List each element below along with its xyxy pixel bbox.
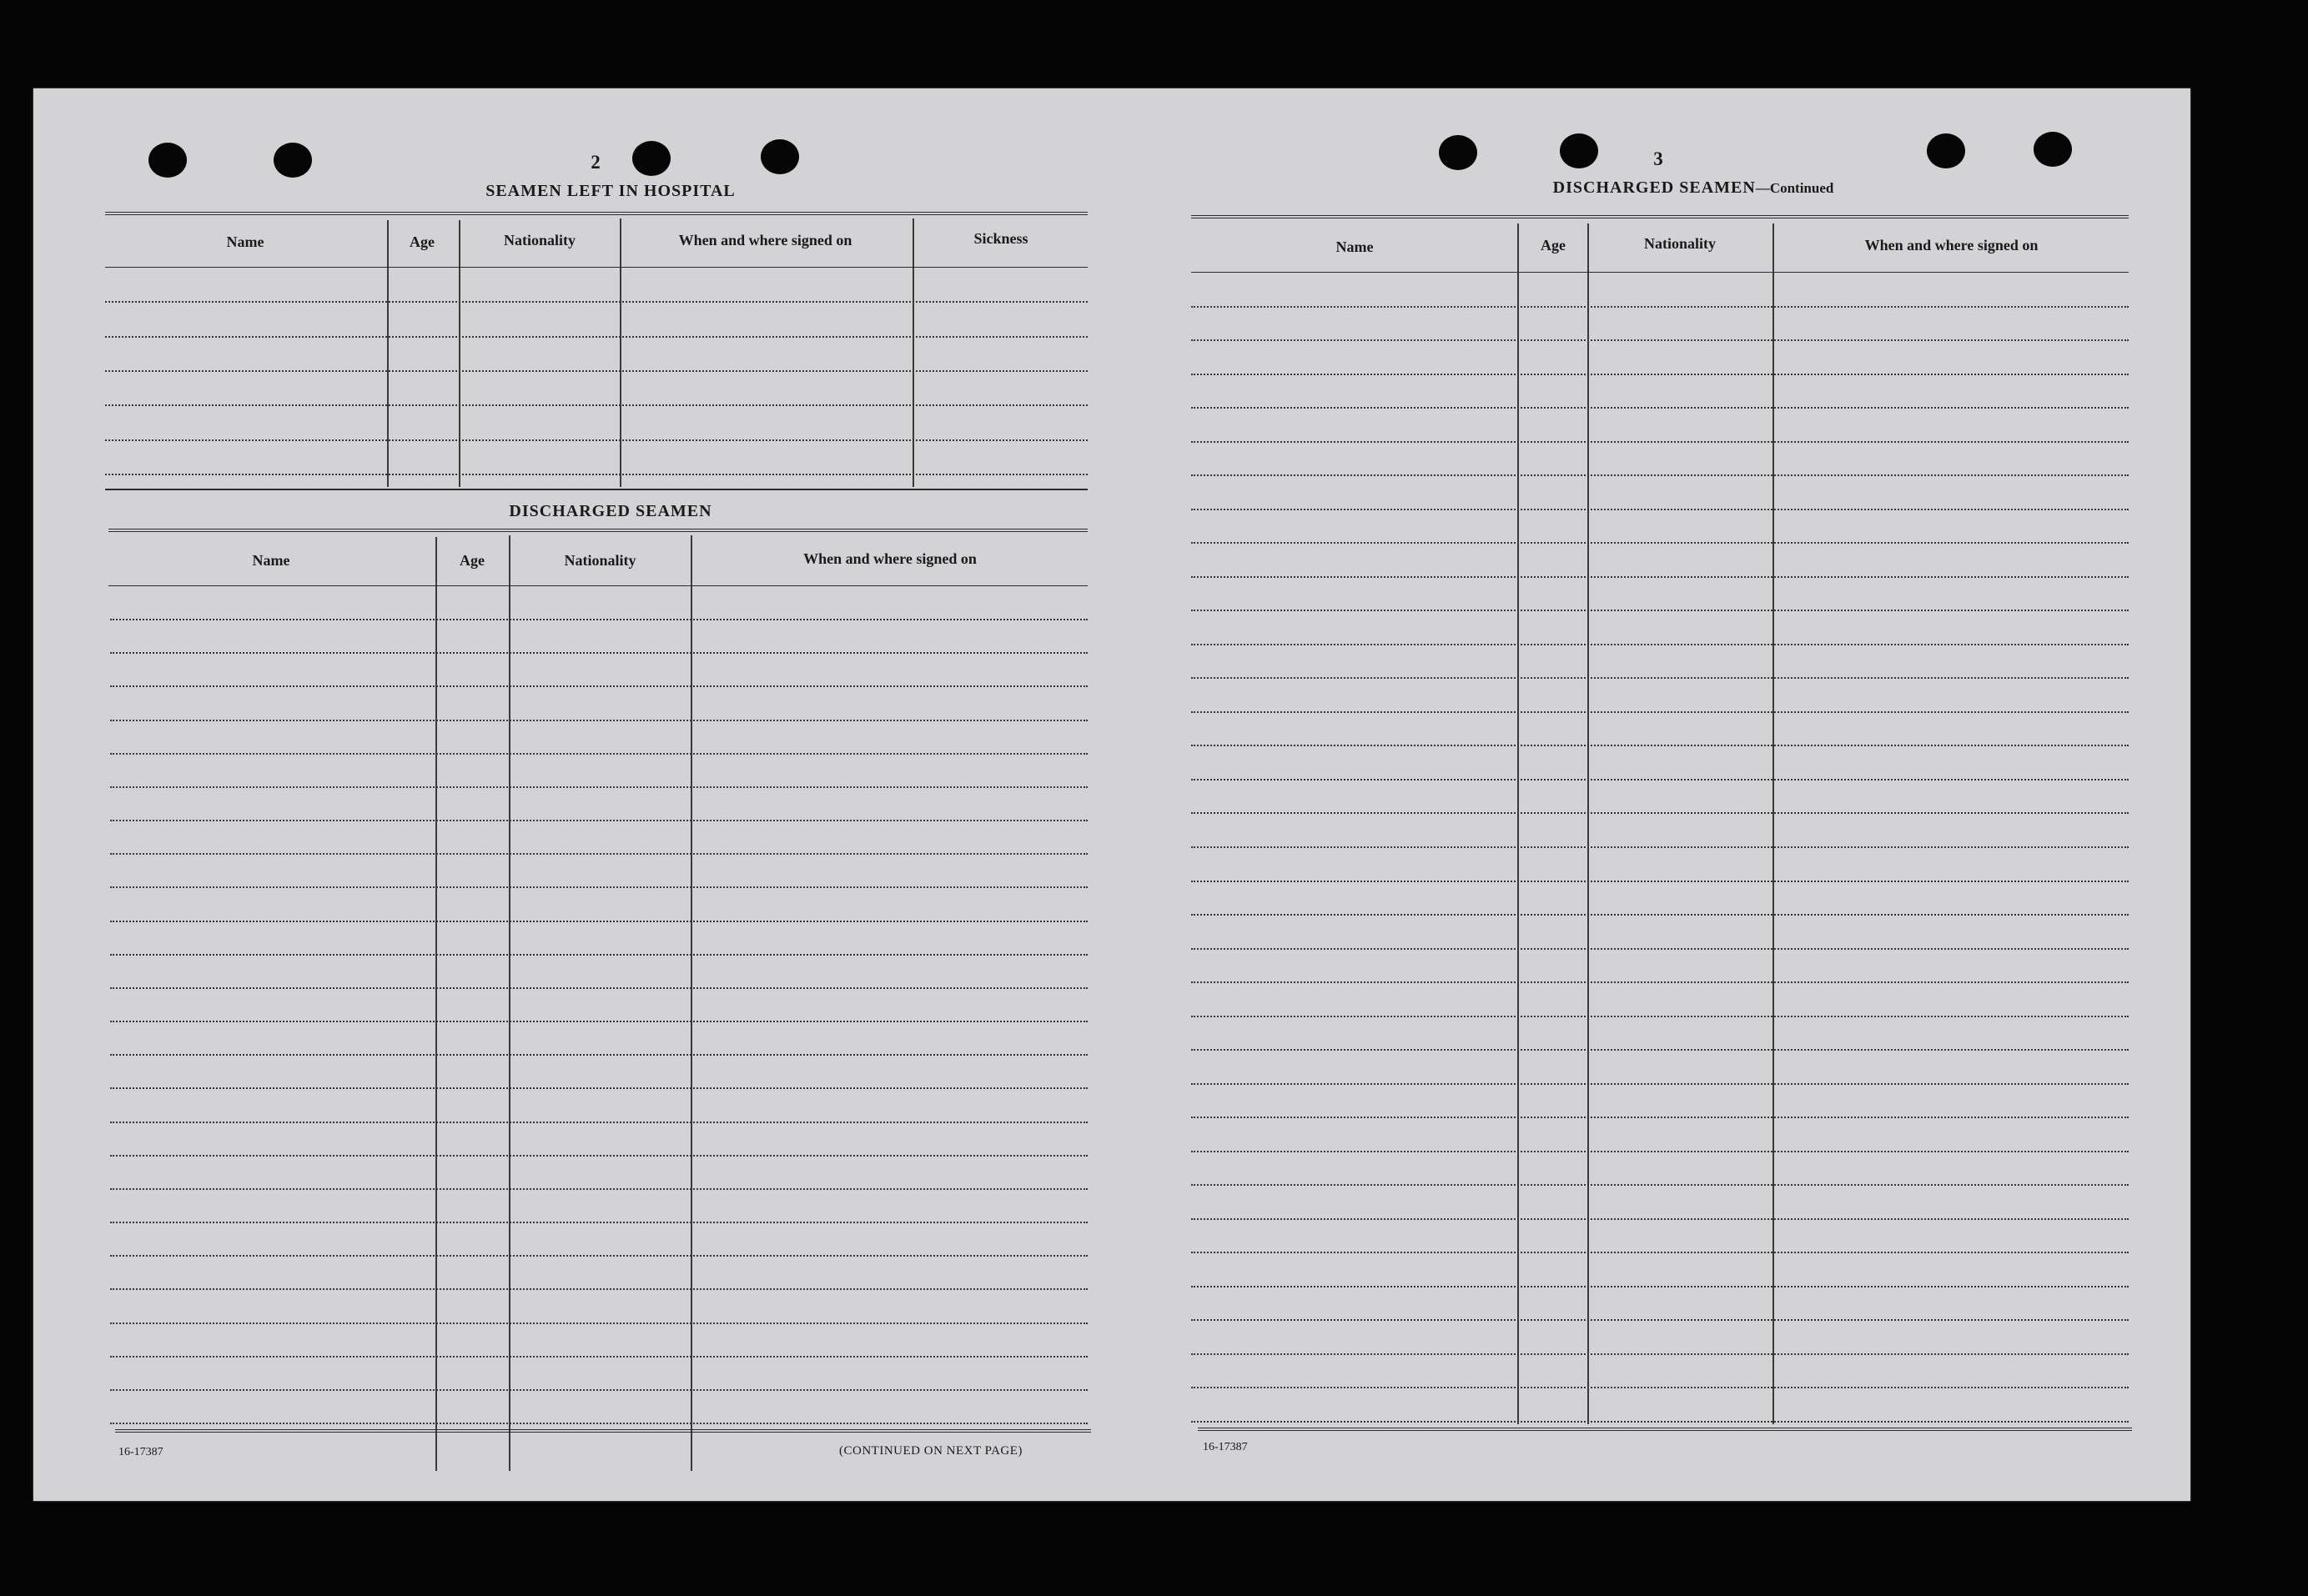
table-row [105, 439, 1088, 441]
table-row [105, 336, 1088, 338]
title-suffix: —Continued [1755, 180, 1834, 196]
table-row [110, 820, 1088, 821]
column-divider [387, 220, 389, 487]
table-row [1191, 576, 2129, 578]
table-row [1191, 644, 2129, 645]
table-row [110, 753, 1088, 755]
table-row [110, 921, 1088, 922]
bottom-rule [1198, 1428, 2132, 1434]
table-row [110, 1155, 1088, 1157]
bottom-rule [115, 1429, 1091, 1436]
table-row [1191, 948, 2129, 950]
col-name: Name [1335, 238, 1374, 255]
punch-hole [761, 139, 799, 174]
table-row [1191, 981, 2129, 983]
column-divider [459, 220, 460, 487]
column-divider [435, 537, 437, 1471]
table-row [110, 987, 1088, 989]
table-row [110, 1122, 1088, 1123]
punch-hole [632, 141, 671, 176]
col-age: Age [1541, 237, 1566, 253]
column-divider [1772, 223, 1774, 1424]
table-row [110, 1255, 1088, 1257]
punch-hole [2034, 132, 2072, 167]
table-row [110, 853, 1088, 855]
col-nationality: Nationality [564, 552, 636, 569]
column-divider [1587, 223, 1589, 1424]
table-row [1191, 339, 2129, 341]
col-signed-on: When and where signed on [1864, 237, 2039, 253]
col-signed-on: When and where signed on [678, 232, 852, 248]
section-rule [108, 529, 1088, 535]
col-nationality: Nationality [503, 232, 576, 248]
table-row [110, 1389, 1088, 1391]
table-row [1191, 677, 2129, 679]
section-rule [105, 212, 1088, 218]
discharged-section-title: DISCHARGED SEAMEN [509, 502, 712, 520]
column-divider [509, 535, 510, 1471]
table-row [1191, 1421, 2129, 1423]
table-row [1191, 1049, 2129, 1051]
table-row [1191, 846, 2129, 848]
table-row [1191, 812, 2129, 814]
punch-hole [148, 143, 187, 178]
continued-note: (CONTINUED ON NEXT PAGE) [839, 1444, 1023, 1458]
table-row [1191, 881, 2129, 882]
table-row [110, 1087, 1088, 1089]
table-row [110, 652, 1088, 654]
column-divider [691, 535, 692, 1471]
table-row [1191, 1151, 2129, 1152]
table-row [1191, 1252, 2129, 1253]
title-main: DISCHARGED SEAMEN [1552, 178, 1756, 197]
table-row [1191, 441, 2129, 443]
table-row [1191, 474, 2129, 476]
table-row [1191, 1319, 2129, 1321]
table-row [110, 786, 1088, 788]
col-name: Name [226, 233, 264, 250]
punch-hole [274, 143, 312, 178]
form-number: 16-17387 [1203, 1441, 1248, 1453]
table-row [105, 474, 1088, 475]
table-row [110, 1021, 1088, 1022]
table-row [1191, 1016, 2129, 1017]
table-row [1191, 1353, 2129, 1355]
table-row [1191, 1083, 2129, 1085]
table-row [1191, 711, 2129, 713]
table-row [1191, 914, 2129, 916]
table-row [1191, 306, 2129, 308]
page-number: 3 [1653, 148, 1663, 169]
table-row [1191, 407, 2129, 409]
column-divider [620, 218, 621, 487]
header-underline [1191, 272, 2129, 273]
column-divider [1517, 223, 1519, 1424]
table-row [1191, 509, 2129, 510]
col-sickness: Sickness [973, 230, 1028, 247]
form-number: 16-17387 [118, 1446, 163, 1458]
table-row [1191, 542, 2129, 544]
col-signed-on: When and where signed on [803, 550, 977, 567]
table-row [110, 1288, 1088, 1290]
punch-hole [1927, 133, 1965, 168]
table-row [105, 370, 1088, 372]
table-row [1191, 374, 2129, 375]
page-number: 2 [591, 152, 601, 173]
discharged-continued-title [1476, 178, 1910, 198]
table-row [1191, 1286, 2129, 1287]
table-row [1191, 1387, 2129, 1388]
table-row [1191, 610, 2129, 611]
table-row [1191, 1184, 2129, 1186]
table-row [110, 1322, 1088, 1324]
table-row [1191, 1218, 2129, 1220]
table-row [110, 1188, 1088, 1190]
table-row [110, 685, 1088, 687]
table-row [110, 720, 1088, 721]
header-underline [105, 267, 1088, 268]
column-divider [913, 218, 914, 487]
table-row [110, 954, 1088, 956]
table-row [110, 1054, 1088, 1056]
hospital-section-title: SEAMEN LEFT IN HOSPITAL [485, 182, 736, 200]
table-row [1191, 745, 2129, 746]
table-row [110, 1222, 1088, 1223]
table-row [110, 1423, 1088, 1424]
table-row [110, 1356, 1088, 1358]
section-rule [105, 489, 1088, 490]
table-row [110, 886, 1088, 888]
col-nationality: Nationality [1643, 235, 1716, 252]
section-rule [1191, 215, 2129, 222]
table-row [1191, 779, 2129, 780]
table-row [1191, 1117, 2129, 1118]
form-sheet [33, 88, 2190, 1501]
table-row [105, 404, 1088, 406]
table-row [105, 301, 1088, 303]
punch-hole [1439, 135, 1477, 170]
col-age: Age [410, 233, 435, 250]
header-underline [108, 585, 1088, 586]
table-row [110, 619, 1088, 620]
punch-hole [1560, 133, 1598, 168]
col-age: Age [460, 552, 485, 569]
col-name: Name [252, 552, 290, 569]
